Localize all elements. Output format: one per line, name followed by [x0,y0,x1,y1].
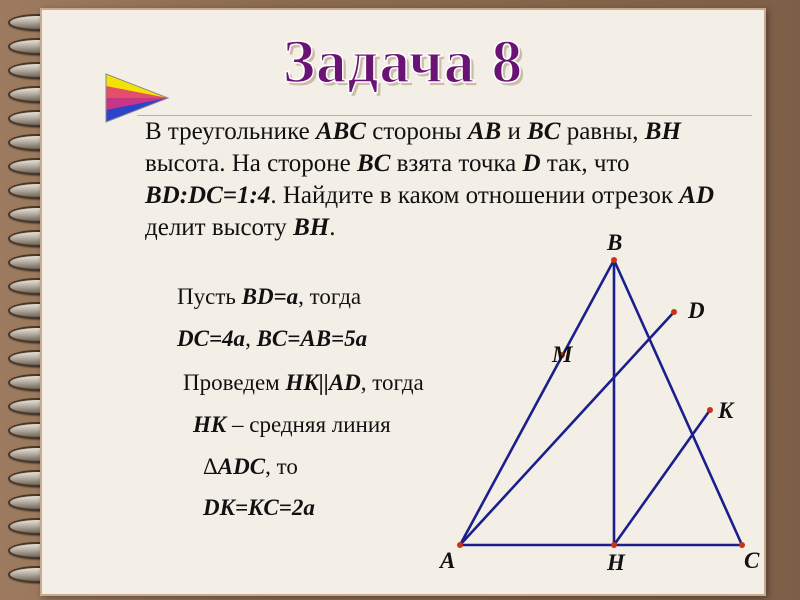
point-label-A: A [440,548,456,573]
solution-step: HK – средняя линия [193,411,391,437]
solution-step: Пусть BD=a, тогда [177,284,362,309]
solution-step: DC=4a, BC=AB=5a [177,325,368,351]
segment-hk [614,410,710,545]
point-label-C: C [744,548,760,573]
problem-statement: В треугольнике ABC стороны AB и BC равны, BH высота. На стороне BC взята точка D так, что BD:DC=1:4. Найдите в каком отношении отрезок AD делит высоту BH. [145,118,715,241]
point-label-B: B [607,230,623,255]
solution-steps [137,282,467,535]
geometry-figure [422,230,762,580]
point-label-D: D [688,298,705,323]
notebook-page [40,8,766,596]
point-label-H: H [607,550,625,575]
solution-step: ΔADC, то [203,453,298,479]
point-label-M: M [552,342,573,367]
figure-svg [422,250,762,580]
solution-step: Проведем HK||AD, тогда [183,369,424,395]
page-title: Задача 8 [282,29,524,96]
point-label-K: K [718,398,734,423]
solution-step: DK=KC=2a [203,495,315,521]
